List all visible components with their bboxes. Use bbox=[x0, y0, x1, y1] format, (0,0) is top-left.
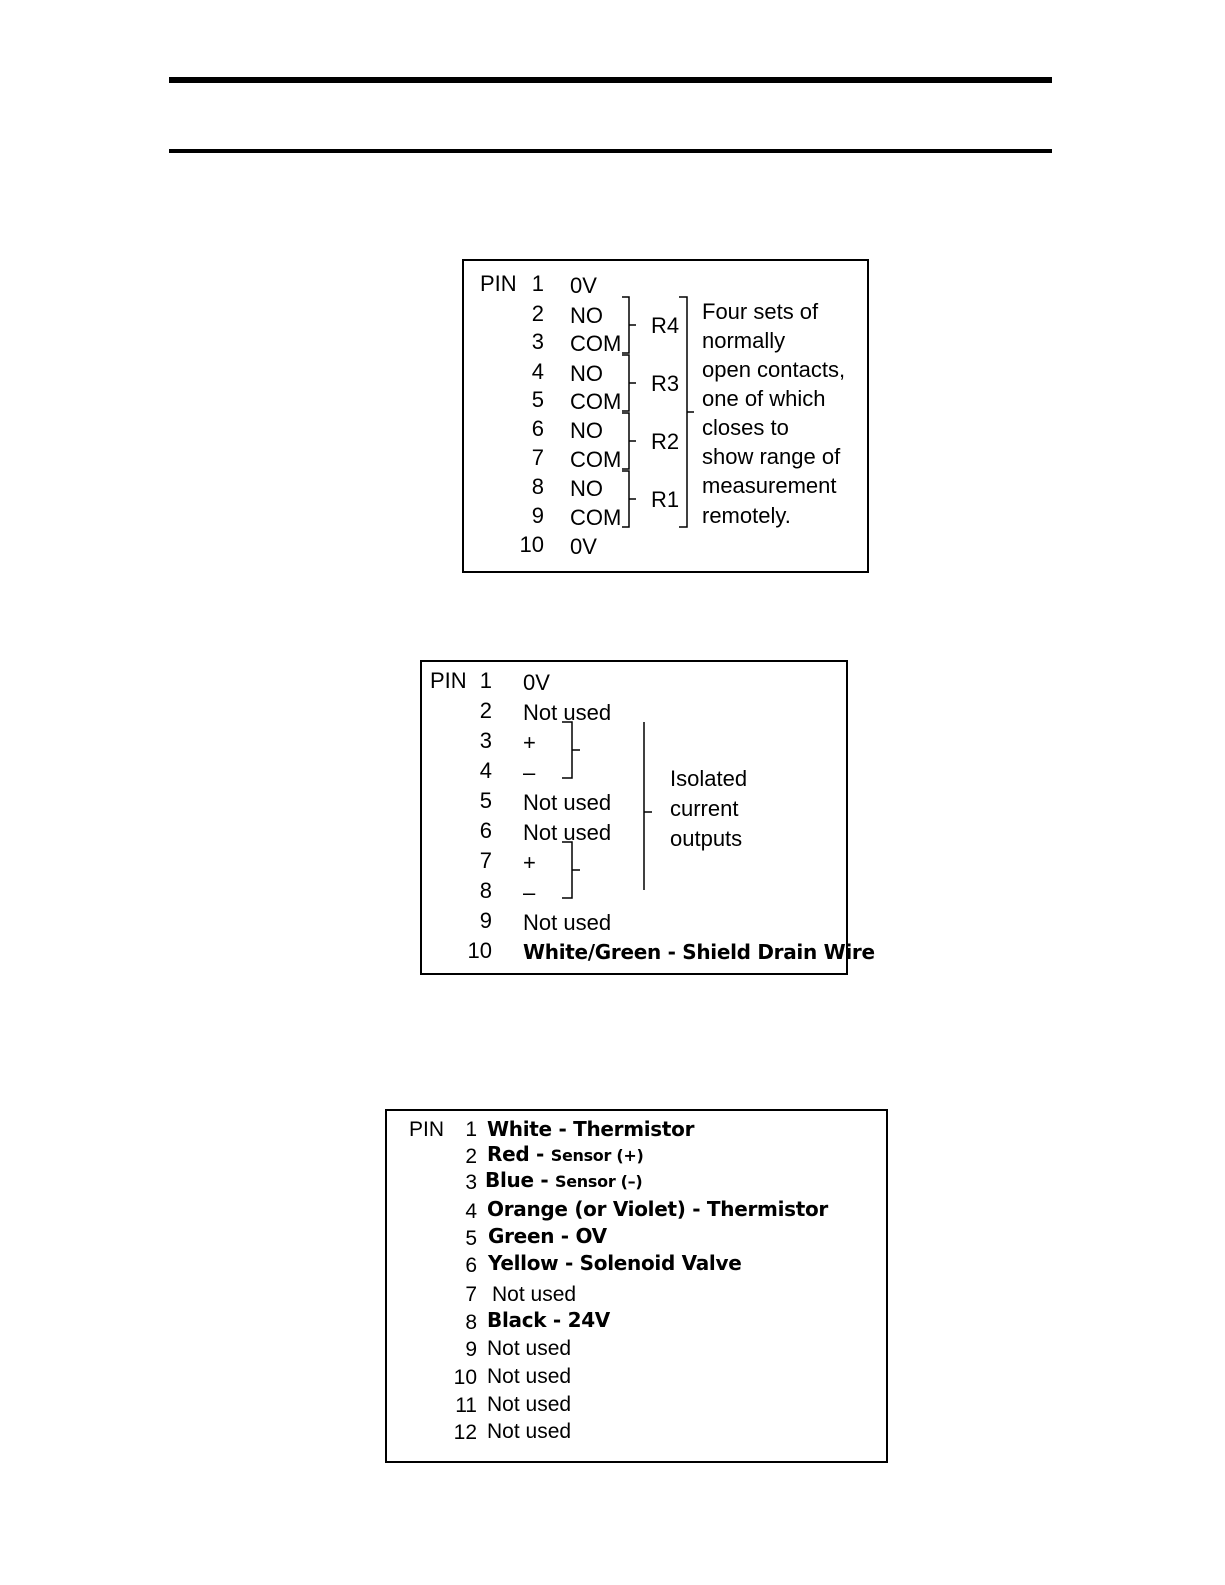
pin-number: 6 bbox=[479, 818, 492, 843]
note-line: normally bbox=[702, 328, 786, 353]
pin-label: PIN bbox=[430, 668, 467, 693]
pin-function: White - Thermistor bbox=[487, 1117, 695, 1141]
note-line: one of which bbox=[702, 386, 826, 411]
relay-label: R1 bbox=[651, 487, 680, 512]
pin-number: 3 bbox=[531, 329, 544, 354]
wire-signal: Sensor (–) bbox=[555, 1172, 643, 1191]
wire-signal: Sensor (+) bbox=[550, 1146, 644, 1165]
pin-number: 2 bbox=[479, 698, 492, 723]
pin-function bbox=[487, 1144, 644, 1164]
pin-number: 6 bbox=[531, 416, 544, 441]
pin-function: NO bbox=[570, 476, 603, 501]
note-line: show range of bbox=[702, 444, 841, 469]
relay-label: R3 bbox=[651, 371, 680, 396]
note-line: remotely. bbox=[702, 503, 791, 528]
pin-number: 1 bbox=[531, 271, 544, 296]
pin-number: 8 bbox=[465, 1311, 477, 1334]
pin-number: 2 bbox=[465, 1145, 477, 1168]
pin-number: 5 bbox=[465, 1227, 477, 1250]
pin-label: PIN bbox=[409, 1118, 445, 1141]
current-output-pinout-diagram bbox=[420, 660, 875, 975]
note-line: current bbox=[670, 796, 739, 821]
pin-function: White/Green - Shield Drain Wire bbox=[523, 940, 875, 964]
pin-label: PIN bbox=[480, 271, 517, 296]
header-rule-bottom bbox=[169, 149, 1052, 153]
pin-function: + bbox=[523, 730, 536, 755]
pin-number: 3 bbox=[479, 728, 492, 753]
pin-number: 6 bbox=[465, 1254, 477, 1277]
note-line: Four sets of bbox=[702, 299, 819, 324]
header-rule-top bbox=[169, 77, 1052, 83]
pin-number: 4 bbox=[479, 758, 492, 783]
relay-label: R4 bbox=[651, 313, 680, 338]
pin-number: 9 bbox=[465, 1338, 477, 1361]
pin-number: 11 bbox=[455, 1394, 477, 1417]
pin-number: 1 bbox=[465, 1118, 477, 1141]
pin-number: 5 bbox=[531, 387, 544, 412]
pin-function: COM bbox=[570, 505, 622, 530]
pin-function: Yellow - Solenoid Valve bbox=[488, 1251, 742, 1275]
pin-number: 4 bbox=[531, 359, 544, 384]
pin-function: 0V bbox=[523, 670, 550, 695]
wire-color: Blue - bbox=[485, 1168, 556, 1192]
pin-number: 2 bbox=[531, 301, 544, 326]
pin-number: 10 bbox=[467, 938, 492, 963]
pin-number: 1 bbox=[479, 668, 492, 693]
pin-number: 10 bbox=[453, 1366, 477, 1389]
pin-function: Not used bbox=[523, 790, 612, 815]
pin-function: NO bbox=[570, 361, 603, 386]
pin-function: Not used bbox=[523, 910, 612, 935]
relay-pinout-diagram bbox=[462, 259, 869, 573]
pin-number: 5 bbox=[479, 788, 492, 813]
pin-function: Green - OV bbox=[488, 1224, 607, 1248]
pin-function: Black - 24V bbox=[487, 1308, 610, 1332]
pin-function: + bbox=[523, 850, 536, 875]
pin-function: 0V bbox=[570, 534, 597, 559]
pin-function: – bbox=[523, 760, 536, 785]
pin-number: 7 bbox=[531, 445, 544, 470]
pin-number: 9 bbox=[479, 908, 492, 933]
pin-function: Not used bbox=[523, 700, 612, 725]
relay-label: R2 bbox=[651, 429, 680, 454]
pin-number: 7 bbox=[479, 848, 492, 873]
note-line: measurement bbox=[702, 473, 837, 498]
pin-function: NO bbox=[570, 303, 603, 328]
pin-function: COM bbox=[570, 389, 622, 414]
pin-function: Not used bbox=[487, 1420, 572, 1443]
sensor-cable-pinout-diagram bbox=[385, 1109, 888, 1463]
pin-function: Orange (or Violet) - Thermistor bbox=[487, 1197, 828, 1221]
pin-function: – bbox=[523, 880, 536, 905]
pin-function bbox=[485, 1170, 642, 1190]
pin-function: Not used bbox=[487, 1393, 572, 1416]
pin-number: 4 bbox=[465, 1200, 477, 1223]
pin-number: 12 bbox=[453, 1421, 477, 1444]
pin-number: 9 bbox=[531, 503, 544, 528]
pin-function: COM bbox=[570, 331, 622, 356]
note-line: closes to bbox=[702, 415, 789, 440]
note-line: Isolated bbox=[670, 766, 748, 791]
pin-number: 3 bbox=[465, 1171, 477, 1194]
pin-function: COM bbox=[570, 447, 622, 472]
output-brackets bbox=[422, 662, 846, 973]
pin-number: 8 bbox=[531, 474, 544, 499]
pin-function: Not used bbox=[487, 1337, 572, 1360]
pin-number: 8 bbox=[479, 878, 492, 903]
pin-function: Not used bbox=[523, 820, 612, 845]
pin-function: 0V bbox=[570, 273, 597, 298]
note-line: open contacts, bbox=[702, 357, 846, 382]
pin-number: 7 bbox=[465, 1283, 477, 1306]
pin-function: NO bbox=[570, 418, 603, 443]
pin-function: Not used bbox=[487, 1365, 572, 1388]
pin-function: Not used bbox=[492, 1283, 577, 1306]
wire-color: Red - bbox=[487, 1142, 551, 1166]
note-line: outputs bbox=[670, 826, 743, 851]
pin-number: 10 bbox=[519, 532, 544, 557]
